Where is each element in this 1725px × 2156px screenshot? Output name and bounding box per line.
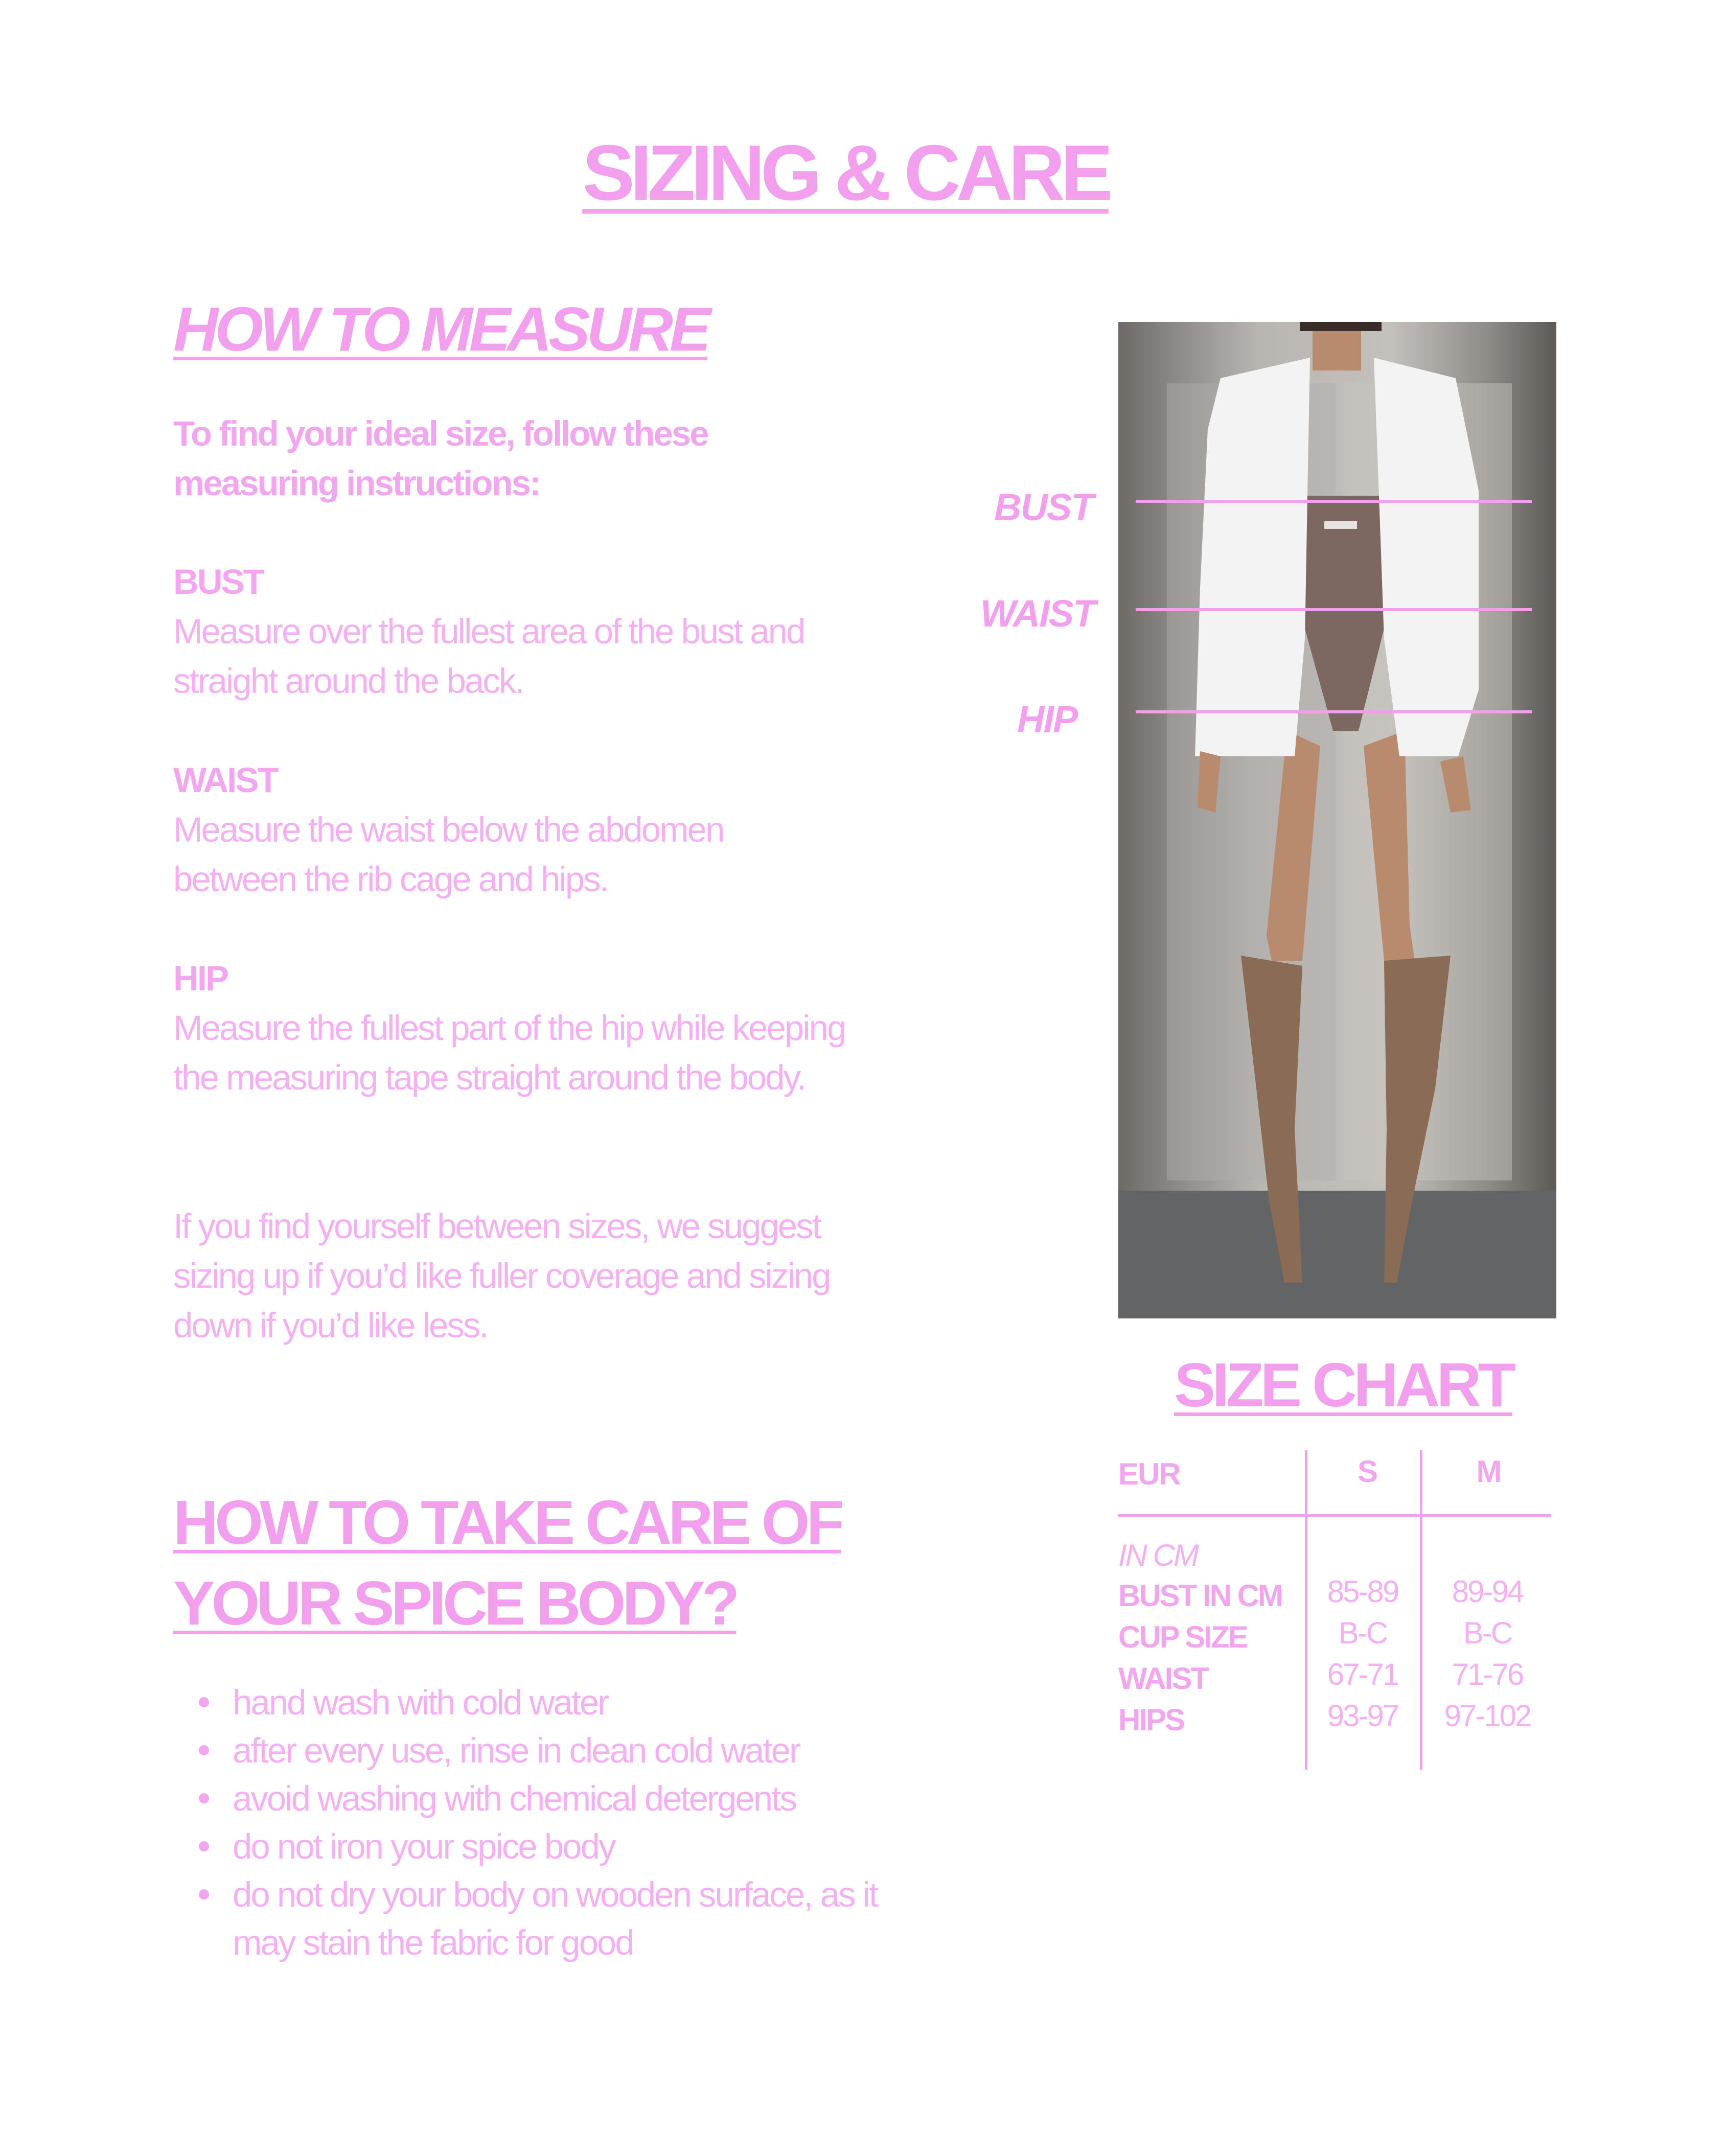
cell-hips-s: 93-97 <box>1327 1699 1398 1733</box>
cell-bust-s: 85-89 <box>1327 1574 1398 1609</box>
size-chart-unit-note: IN CM <box>1118 1538 1198 1572</box>
row-label-bust: BUST IN CM <box>1118 1579 1282 1613</box>
care-list <box>173 1679 974 1967</box>
row-label-cup: CUP SIZE <box>1118 1620 1247 1654</box>
hip-section <box>173 954 914 1102</box>
cell-bust-m: 89-94 <box>1452 1574 1523 1609</box>
size-column-m: M <box>1476 1454 1501 1489</box>
waist-marker-label: WAIST <box>980 592 1095 635</box>
waist-section <box>173 755 914 904</box>
care-item: do not dry your body on wooden surface, as it may stain the fabric for good <box>233 1871 887 1967</box>
care-item: hand wash with cold water <box>233 1679 974 1727</box>
cell-waist-m: 71-76 <box>1452 1657 1523 1691</box>
page-title: SIZING & CARE <box>582 129 1109 217</box>
care-item: after every use, rinse in clean cold water <box>233 1727 974 1775</box>
cell-hips-m: 97-102 <box>1444 1699 1531 1733</box>
care-heading-line2: YOUR SPICE BODY? <box>173 1568 737 1638</box>
model-photo <box>1118 322 1556 1318</box>
bust-section-title: BUST <box>173 562 263 601</box>
size-chart-region: EUR <box>1118 1457 1180 1491</box>
table-divider-2 <box>1420 1450 1422 1770</box>
sizing-advice: If you find yourself between sizes, we suggest sizing up if you’d like fuller coverage and sizing down if you’d like less. <box>173 1207 830 1345</box>
care-heading-line1: HOW TO TAKE CARE OF <box>173 1488 841 1557</box>
cell-waist-s: 67-71 <box>1327 1657 1398 1691</box>
cell-cup-m: B-C <box>1463 1616 1512 1650</box>
care-item: do not iron your spice body <box>233 1823 974 1871</box>
table-header-rule <box>1118 1514 1551 1517</box>
hip-section-text: Measure the fullest part of the hip while keeping the measuring tape straight around the body. <box>173 1008 845 1097</box>
bust-section-text: Measure over the fullest area of the bust and straight around the back. <box>173 612 804 701</box>
care-heading <box>173 1482 841 1643</box>
care-item: avoid washing with chemical detergents <box>233 1775 974 1823</box>
waist-section-text: Measure the waist below the abdomen between the rib cage and hips. <box>173 810 724 899</box>
bust-section <box>173 557 914 706</box>
bust-marker-label: BUST <box>994 486 1093 528</box>
cell-cup-s: B-C <box>1338 1616 1387 1650</box>
hip-marker-label: HIP <box>1017 698 1077 740</box>
row-label-hips: HIPS <box>1118 1703 1184 1737</box>
waist-section-title: WAIST <box>173 760 278 800</box>
waist-marker-line <box>1136 608 1532 611</box>
size-column-s: S <box>1357 1454 1377 1489</box>
how-to-measure-heading: HOW TO MEASURE <box>173 294 708 364</box>
hip-section-title: HIP <box>173 959 228 998</box>
model-illustration <box>1118 322 1556 1318</box>
row-label-waist: WAIST <box>1118 1661 1208 1696</box>
size-chart-title: SIZE CHART <box>1174 1350 1512 1420</box>
hip-marker-line <box>1136 710 1532 713</box>
bust-marker-line <box>1136 500 1532 503</box>
measure-intro: To find your ideal size, follow these measuring instructions: <box>173 414 708 503</box>
